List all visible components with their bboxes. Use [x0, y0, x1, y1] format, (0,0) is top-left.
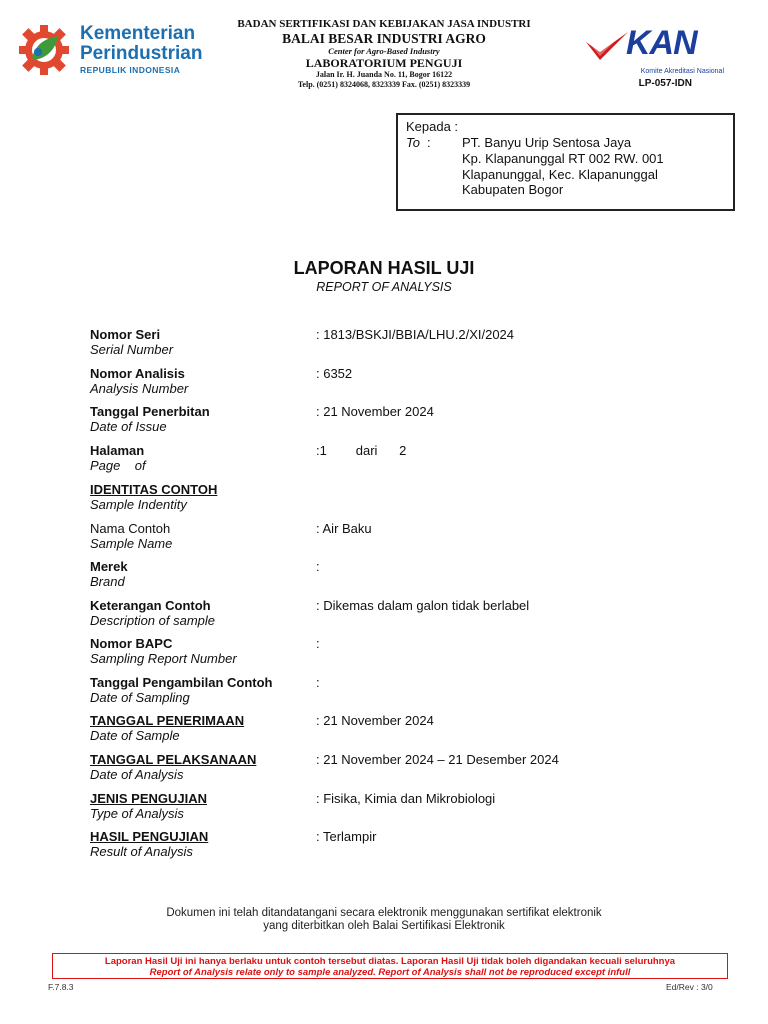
- section-heading: IDENTITAS CONTOH: [90, 482, 218, 497]
- field-label-en: Date of Analysis: [90, 767, 184, 782]
- esign-note: [0, 907, 768, 933]
- phone-fax: Telp. (0251) 8324068, 8323339 Fax. (0251) 8323339: [297, 80, 471, 89]
- to-colon: :: [427, 135, 431, 150]
- field-label-en: Page of: [90, 458, 146, 473]
- field-value: : Dikemas dalam galon tidak berlabel: [316, 598, 530, 613]
- field-date-of-analysis: [90, 752, 730, 786]
- field-label: Keterangan Contoh: [90, 598, 211, 613]
- field-sample-name: [90, 521, 730, 555]
- field-label-en: Date of Sample: [90, 728, 180, 743]
- field-label-en: Result of Analysis: [90, 844, 193, 859]
- institute-name: BALAI BESAR INDUSTRI AGRO: [282, 31, 486, 46]
- field-label: HASIL PENGUJIAN: [90, 829, 209, 844]
- report-subtitle: REPORT OF ANALYSIS: [316, 280, 452, 294]
- field-label: TANGGAL PENERIMAAN: [90, 713, 245, 728]
- recipient-box: [396, 113, 735, 211]
- field-label: Nama Contoh: [90, 521, 171, 536]
- ministry-country: REPUBLIK INDONESIA: [80, 65, 181, 75]
- recipient-address-3: Kabupaten Bogor: [462, 182, 564, 197]
- ministry-name-line2: Perindustrian: [80, 43, 203, 64]
- field-value: :: [316, 675, 320, 690]
- field-sample-description: [90, 598, 730, 632]
- field-brand: [90, 559, 730, 593]
- accreditation-code: LP-057-IDN: [638, 78, 692, 89]
- recipient-address-2: Klapanunggal, Kec. Klapanunggal: [462, 167, 658, 182]
- field-label-en: Brand: [90, 574, 125, 589]
- recipient-name: PT. Banyu Urip Sentosa Jaya: [462, 135, 632, 150]
- ministry-logo: [18, 22, 218, 78]
- agency-line: BADAN SERTIFIKASI DAN KEBIJAKAN JASA INDUSTRI: [237, 18, 531, 30]
- field-value: :1 dari 2: [316, 443, 407, 458]
- field-date-received: [90, 713, 730, 747]
- field-label: Tanggal Pengambilan Contoh: [90, 675, 273, 690]
- field-value: : 6352: [316, 366, 353, 381]
- field-label: Tanggal Penerbitan: [90, 404, 210, 419]
- field-date-of-sampling: [90, 675, 730, 709]
- field-value: :: [316, 636, 320, 651]
- disclaimer-en: Report of Analysis relate only to sample analyzed. Report of Analysis shall not be reproduced except infull: [149, 967, 631, 978]
- field-label-en: Date of Sampling: [90, 690, 190, 705]
- address: Jalan Ir. H. Juanda No. 11, Bogor 16122: [315, 70, 453, 79]
- to-label: To: [406, 135, 420, 150]
- field-label: TANGGAL PELAKSANAAN: [90, 752, 257, 767]
- field-label-en: Sample Name: [90, 536, 173, 551]
- field-analysis-number: [90, 366, 730, 400]
- field-type-of-analysis: [90, 791, 730, 825]
- field-value: : 21 November 2024: [316, 713, 434, 728]
- section-heading-en: Sample Indentity: [90, 497, 187, 512]
- field-label: Halaman: [90, 443, 145, 458]
- field-label-en: Type of Analysis: [90, 806, 184, 821]
- field-value: : 21 November 2024 – 21 Desember 2024: [316, 752, 559, 767]
- field-value: : 1813/BSKJI/BBIA/LHU.2/XI/2024: [316, 327, 515, 342]
- revision-code: Ed/Rev : 3/0: [666, 982, 713, 992]
- field-page: [90, 443, 730, 477]
- disclaimer-box: [52, 953, 728, 979]
- field-label: Nomor Seri: [90, 327, 161, 342]
- field-label-en: Date of Issue: [90, 419, 167, 434]
- section-sample-identity: [90, 482, 730, 516]
- field-result-of-analysis: [90, 829, 730, 863]
- field-date-of-issue: [90, 404, 730, 438]
- esign-note-line1: Dokumen ini telah ditandatangani secara elektronik menggunakan sertifikat elektronik: [166, 907, 602, 919]
- report-title: LAPORAN HASIL UJI: [293, 258, 475, 278]
- field-label-en: Analysis Number: [90, 381, 189, 396]
- field-value: : 21 November 2024: [316, 404, 434, 419]
- form-code: F.7.8.3: [48, 982, 74, 992]
- field-label: Nomor BAPC: [90, 636, 173, 651]
- field-label-en: Sampling Report Number: [90, 651, 237, 666]
- ministry-name-line1: Kementerian: [80, 23, 196, 44]
- field-value: :: [316, 559, 320, 574]
- kan-subtitle: Komite Akreditasi Nasional: [640, 68, 724, 75]
- field-value: : Fisika, Kimia dan Mikrobiologi: [316, 791, 496, 806]
- letterhead: [216, 18, 552, 90]
- field-value: : Air Baku: [316, 521, 372, 536]
- gear-leaf-icon: [18, 24, 70, 76]
- field-serial-number: [90, 327, 730, 361]
- field-label: Merek: [90, 559, 128, 574]
- lab-name: LABORATORIUM PENGUJI: [305, 56, 463, 70]
- kan-wordmark: KAN: [626, 24, 697, 62]
- field-label: JENIS PENGUJIAN: [90, 791, 208, 806]
- checkmark-icon: [584, 30, 630, 64]
- kan-logo: [584, 24, 724, 90]
- institute-name-en: Center for Agro-Based Industry: [328, 46, 440, 56]
- kepada-label: Kepada :: [406, 119, 459, 134]
- field-label-en: Serial Number: [90, 342, 174, 357]
- recipient-address-1: Kp. Klapanunggal RT 002 RW. 001: [462, 151, 664, 166]
- esign-note-line2: yang diterbitkan oleh Balai Sertifikasi Elektronik: [263, 920, 505, 932]
- field-label-en: Description of sample: [90, 613, 215, 628]
- field-sampling-report-number: [90, 636, 730, 670]
- field-label: Nomor Analisis: [90, 366, 185, 381]
- field-value: : Terlampir: [316, 829, 377, 844]
- disclaimer-id: Laporan Hasil Uji ini hanya berlaku untuk contoh tersebut diatas. Laporan Hasil Uji tidak boleh digandakan kecuali seluruhnya: [104, 956, 676, 967]
